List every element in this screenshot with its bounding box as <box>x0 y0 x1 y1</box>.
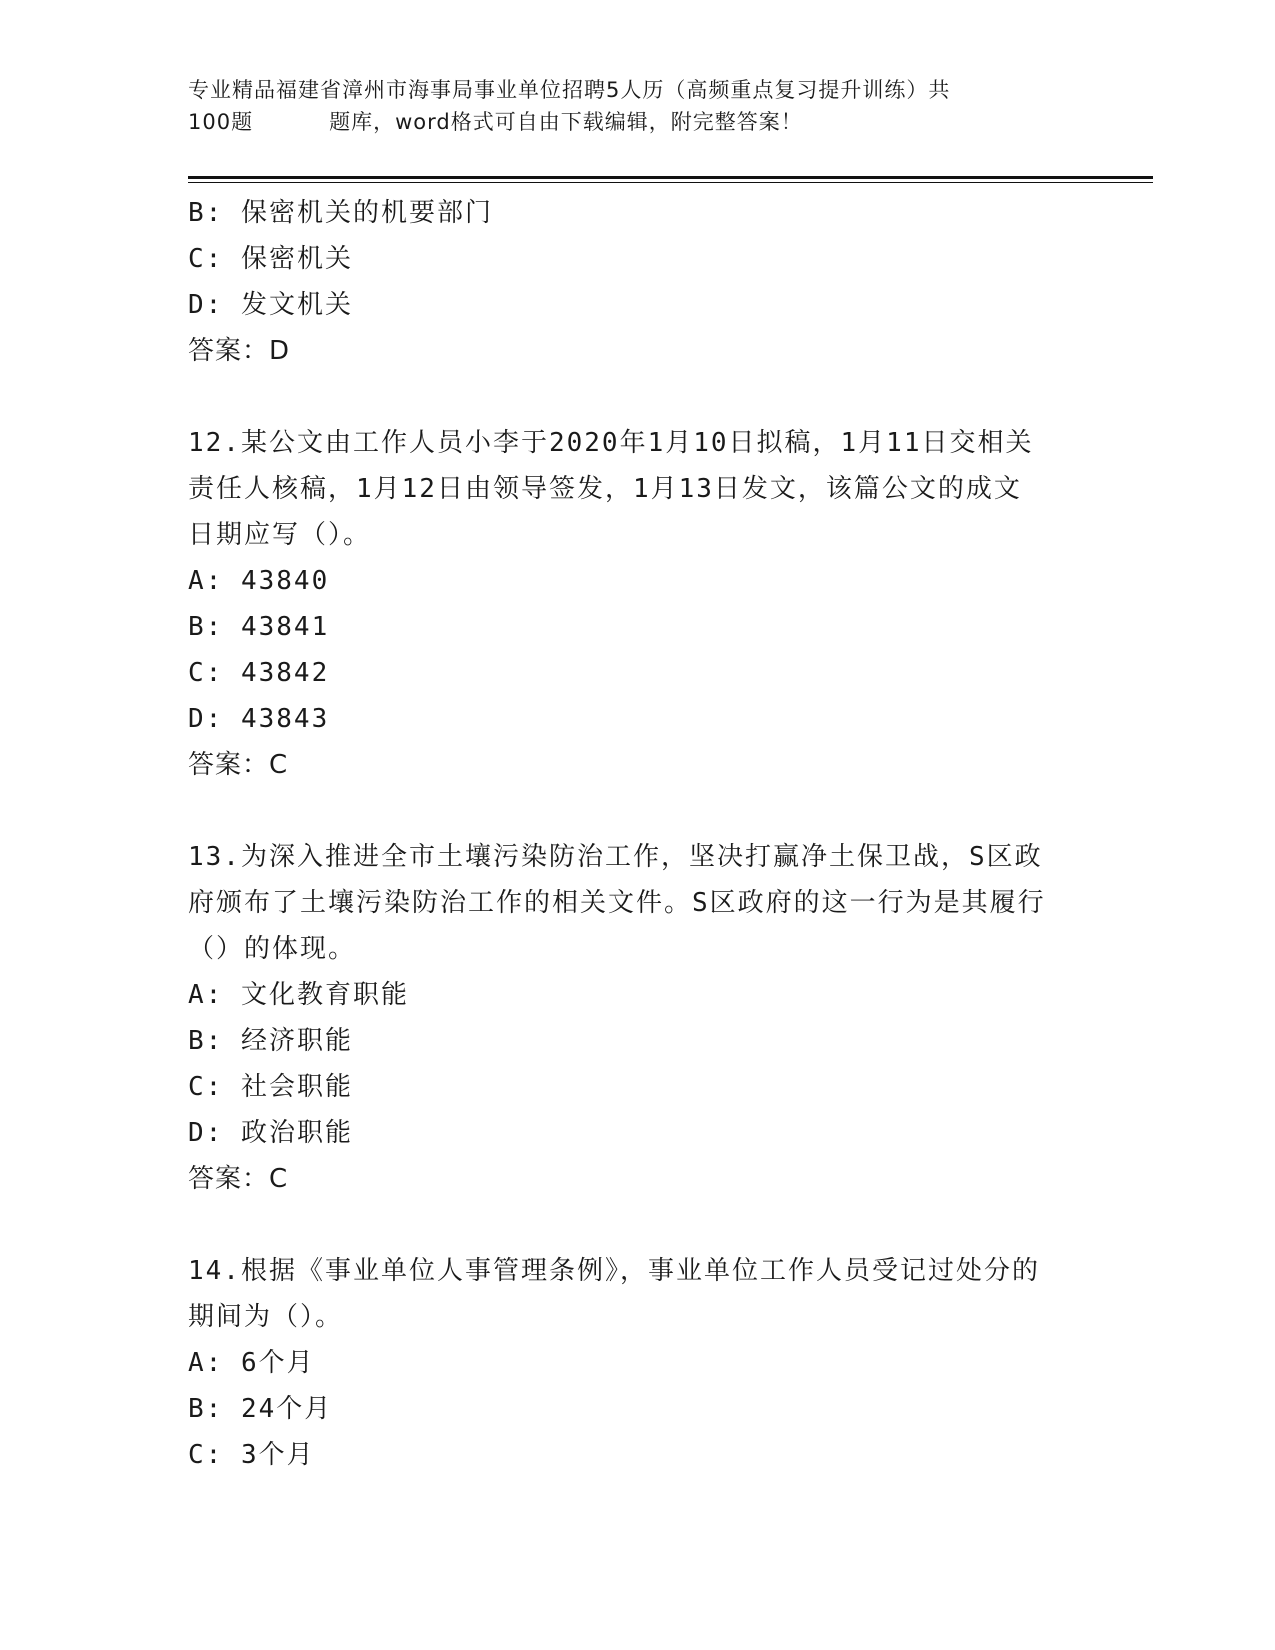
option-d: D: 43843 <box>188 704 330 734</box>
option-b: B: 经济职能 <box>188 1026 353 1056</box>
question-stem-line: 13.为深入推进全市土壤污染防治工作，坚决打赢净土保卫战，S区政 <box>188 842 1043 872</box>
option-a: A: 43840 <box>188 566 330 596</box>
question-13 <box>188 834 1088 1202</box>
option-a: A: 文化教育职能 <box>188 980 409 1010</box>
option-d: D: 发文机关 <box>188 290 353 320</box>
question-stem-line: 12.某公文由工作人员小李于2020年1月10日拟稿，1月11日交相关 <box>188 428 1034 458</box>
document-header <box>188 74 1068 138</box>
question-14 <box>188 1248 1088 1478</box>
option-c: C: 社会职能 <box>188 1072 353 1102</box>
option-c: C: 3个月 <box>188 1440 315 1470</box>
header-line-2 <box>188 106 1068 138</box>
answer: 答案：C <box>188 750 289 780</box>
question-stem-line: 期间为（）。 <box>188 1302 344 1332</box>
header-rule-thin <box>188 182 1153 183</box>
answer: 答案：C <box>188 1164 289 1194</box>
question-stem-line: 14.根据《事业单位人事管理条例》，事业单位工作人员受记过处分的 <box>188 1256 1040 1286</box>
question-stem-line: 责任人核稿，1月12日由领导签发，1月13日发文，该篇公文的成文 <box>188 474 1022 504</box>
option-b: B: 保密机关的机要部门 <box>188 198 493 228</box>
option-c: C: 43842 <box>188 658 330 688</box>
option-a: A: 6个月 <box>188 1348 315 1378</box>
question-12 <box>188 420 1088 788</box>
answer: 答案：D <box>188 336 291 366</box>
option-b: B: 43841 <box>188 612 330 642</box>
header-line-1: 专业精品福建省漳州市海事局事业单位招聘5人历（高频重点复习提升训练）共 <box>188 78 951 102</box>
question-11 <box>188 190 1088 374</box>
document-body <box>188 190 1088 1478</box>
question-stem-line: （）的体现。 <box>188 934 357 964</box>
option-d: D: 政治职能 <box>188 1118 353 1148</box>
header-line-2-text: 题库，word格式可自由下载编辑，附完整答案！ <box>329 110 803 134</box>
question-stem-line: 府颁布了土壤污染防治工作的相关文件。S区政府的这一行为是其履行 <box>188 888 1046 918</box>
option-c: C: 保密机关 <box>188 244 353 274</box>
header-rule-thick <box>188 176 1153 179</box>
question-stem-line: 日期应写（）。 <box>188 520 372 550</box>
option-b: B: 24个月 <box>188 1394 333 1424</box>
header-line-2-count: 100题 <box>188 110 254 134</box>
